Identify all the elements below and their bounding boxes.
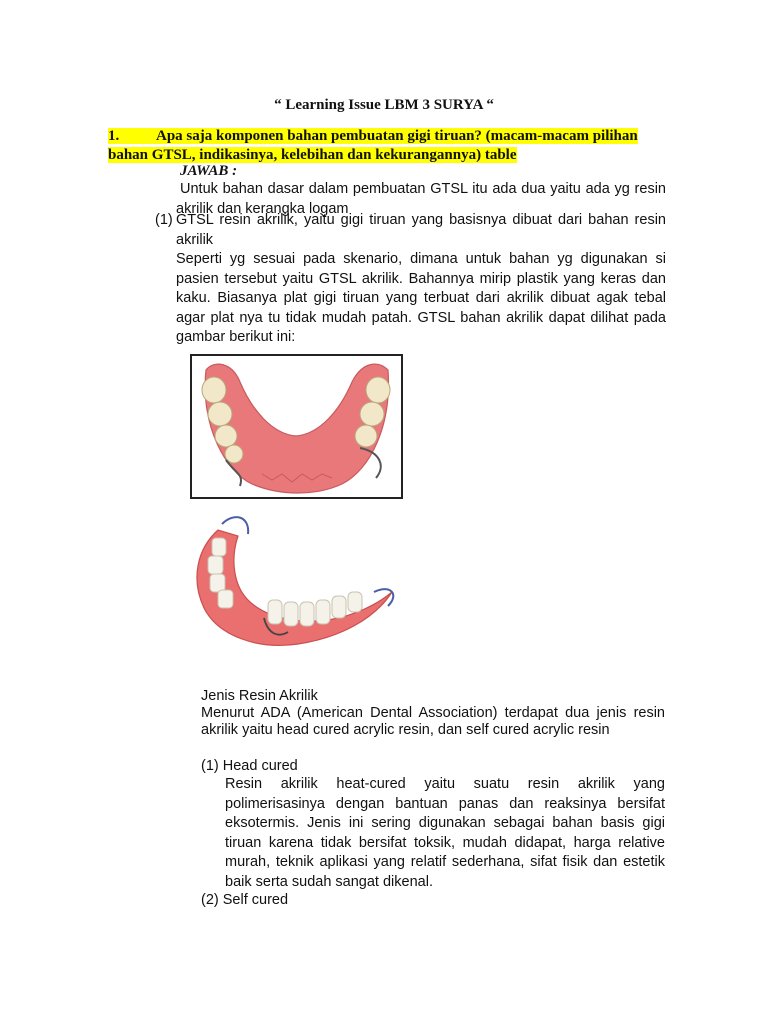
resin-intro: Menurut ADA (American Dental Association) terdapat dua jenis resin akrilik yaitu head cured acrylic resin, dan self cured acrylic resin bbox=[201, 705, 665, 738]
sub-item-1-text: Resin akrilik heat-cured yaitu suatu resin akrilik yang polimerisasinya dengan bantuan panas dan reaksinya bersifat eksotermis. Jenis ini sering digunakan sebagai bahan basis gigi tiruan karena tidak bersifat toksik, mudah didapat, harga relative murah, teknik aplikasi yang relatif sederhana, sifat fisik dan estetik baik serta sudah sangat dikenal. bbox=[225, 776, 665, 890]
sub-item-2-label: (2) Self cured bbox=[201, 892, 289, 908]
sub-item-1-label: (1) Head cured bbox=[201, 758, 298, 774]
question-number: 1. bbox=[108, 128, 120, 144]
list-item-1-text: GTSL resin akrilik, yaitu gigi tiruan yang basisnya dibuat dari bahan resin akrilik bbox=[176, 212, 666, 248]
resin-heading: Jenis Resin Akrilik bbox=[201, 688, 318, 704]
question-line-2: bahan GTSL, indikasinya, kelebihan dan kekurangannya) table bbox=[108, 147, 517, 163]
list-item-1-number: (1) bbox=[155, 212, 173, 228]
item-1-detail: Seperti yg sesuai pada skenario, dimana untuk bahan yg digunakan si pasien tersebut yaitu GTSL akrilik. Bahannya mirip plastik yang keras dan kaku. Biasanya plat gigi tiruan yang terbuat dari akrilik dibuat agak tebal agar plat nya tu tidak mudah patah. GTSL bahan akrilik dapat dilihat pada gambar berikut ini: bbox=[176, 251, 666, 345]
list-item-1 bbox=[155, 211, 666, 250]
document-title: “ Learning Issue LBM 3 SURYA “ bbox=[274, 97, 494, 113]
answer-label: JAWAB : bbox=[180, 163, 238, 179]
denture-photo-top bbox=[190, 354, 403, 499]
question-line-1: Apa saja komponen bahan pembuatan gigi tiruan? (macam-macam pilihan bbox=[156, 128, 638, 144]
resin-section bbox=[201, 688, 665, 739]
denture-photo-angled bbox=[178, 508, 410, 660]
intro-paragraph: Untuk bahan dasar dalam pembuatan GTSL itu ada dua yaitu ada yg resin akrilik dan kerangka logam bbox=[176, 181, 666, 217]
question-block bbox=[108, 127, 668, 165]
